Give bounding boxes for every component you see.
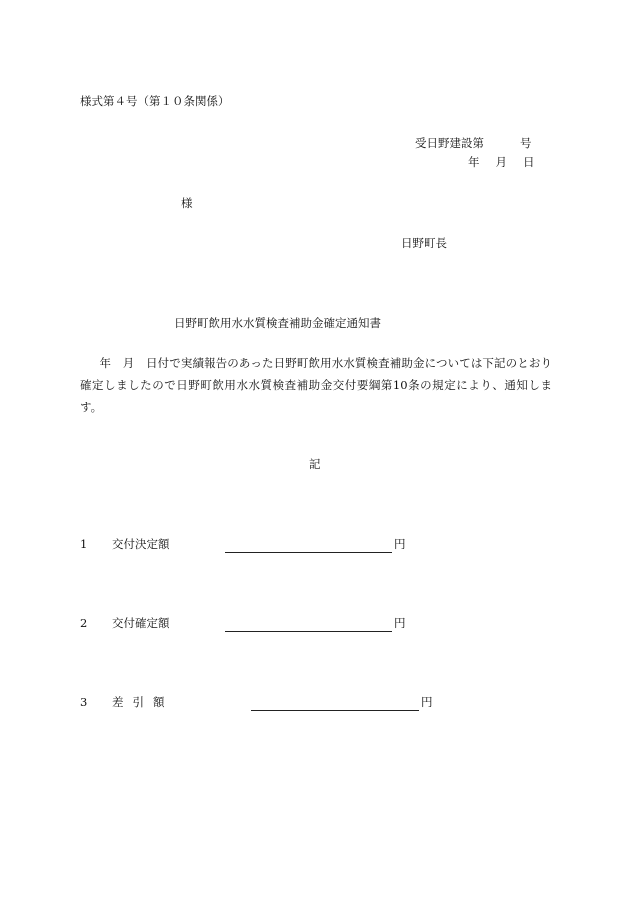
amount-blank-field — [225, 539, 392, 553]
date-month: 月 — [495, 155, 507, 169]
date-year: 年 — [468, 155, 480, 169]
amount-blank-field — [251, 697, 419, 711]
item-number: 2 — [80, 616, 88, 630]
amount-blank-field — [225, 618, 392, 632]
document-number-prefix: 受日野建設第 — [415, 136, 484, 150]
item-number: 1 — [80, 537, 88, 551]
document-number-suffix: 号 — [520, 136, 532, 150]
currency-unit: 円 — [394, 537, 406, 551]
form-label: 様式第４号（第１０条関係） — [80, 94, 230, 108]
issue-date — [468, 157, 535, 169]
item-label: 交付確定額 — [112, 616, 170, 630]
sender-name: 日野町長 — [401, 236, 447, 250]
item-label: 差引額 — [112, 695, 174, 709]
addressee-honorific: 様 — [181, 196, 193, 210]
date-day: 日 — [523, 155, 535, 169]
document-number — [415, 138, 532, 150]
item-number: 3 — [80, 695, 88, 709]
document-title: 日野町飲用水水質検査補助金確定通知書 — [174, 316, 381, 330]
body-paragraph: 年 月 日付で実績報告のあった日野町飲用水水質検査補助金については下記のとおり確定しましたので日野町飲用水水質検査補助金交付要綱第10条の規定により、通知します。 — [80, 356, 552, 414]
item-label: 交付決定額 — [112, 537, 170, 551]
currency-unit: 円 — [394, 616, 406, 630]
currency-unit: 円 — [421, 695, 433, 709]
ki-heading: 記 — [309, 457, 321, 471]
